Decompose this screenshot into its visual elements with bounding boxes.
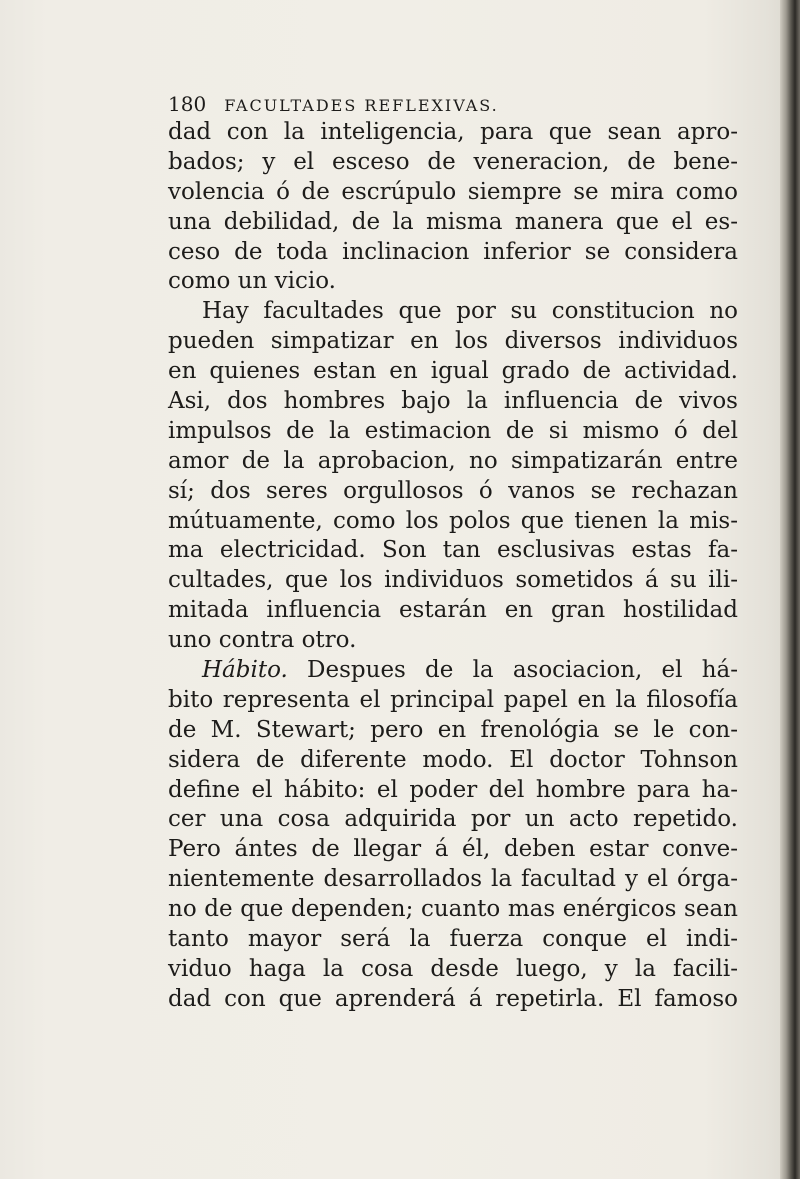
habito-term: Hábito. <box>202 657 288 684</box>
text-line: no de que dependen; cuanto mas enérgicos sean <box>168 896 738 923</box>
text-line: sidera de diferente modo. El doctor Tohnson <box>168 746 738 773</box>
text-line: en quienes estan en igual grado de actividad. <box>168 358 738 385</box>
text-line: bito representa el principal papel en la filosofía <box>168 686 738 713</box>
text-line: Asi, dos hombres bajo la influencia de vivos <box>168 388 738 415</box>
text-line: tanto mayor será la fuerza conque el indi- <box>168 926 738 953</box>
text-line: bados; y el esceso de veneracion, de bene- <box>168 148 738 175</box>
text-line: amor de la aprobacion, no simpatizarán entre <box>168 447 738 474</box>
habito-paragraph-start <box>168 656 738 686</box>
text-line: ceso de toda inclinacion inferior se considera <box>168 238 738 265</box>
text-line: cer una cosa adquirida por un acto repetido. <box>168 806 738 833</box>
page-text <box>168 90 738 1015</box>
text-line: dad con la inteligencia, para que sean apro- <box>168 119 738 145</box>
text-line: impulsos de la estimacion de si mismo ó del <box>168 417 738 444</box>
text-line: de M. Stewart; pero en frenológia se le con- <box>168 716 738 743</box>
text-line: pueden simpatizar en los diversos individuos <box>168 328 738 355</box>
text-line: uno contra otro. <box>168 627 357 654</box>
page-edge-shadow <box>780 0 800 1179</box>
text-line: mitada influencia estarán en gran hostilidad <box>168 597 738 624</box>
text-line: una debilidad, de la misma manera que el es- <box>168 208 738 235</box>
text-line: viduo haga la cosa desde luego, y la facili- <box>168 955 738 982</box>
text-line: volencia ó de escrúpulo siempre se mira como <box>168 178 738 205</box>
running-head: FACULTADES REFLEXIVAS. <box>224 96 499 115</box>
text-line: como un vicio. <box>168 268 336 295</box>
page-number: 180 <box>168 92 207 116</box>
text-line: dad con que aprenderá á repetirla. El famoso <box>168 985 738 1012</box>
text-line: Despues de la asociacion, el há- <box>287 657 738 684</box>
text-line: nientemente desarrollados la facultad y el órga- <box>168 866 738 893</box>
text-line: ma electricidad. Son tan esclusivas estas fa- <box>168 537 738 564</box>
text-line: cultades, que los individuos sometidos á su ili- <box>168 567 738 594</box>
text-line: define el hábito: el poder del hombre para ha- <box>168 776 738 803</box>
text-line: mútuamente, como los polos que tienen la mis- <box>168 507 738 534</box>
text-line: Pero ántes de llegar á él, deben estar conve- <box>168 836 738 863</box>
text-line: Hay facultades que por su constitucion no <box>202 298 738 325</box>
text-line: sí; dos seres orgullosos ó vanos se rechazan <box>168 477 738 504</box>
page-header <box>168 90 738 118</box>
